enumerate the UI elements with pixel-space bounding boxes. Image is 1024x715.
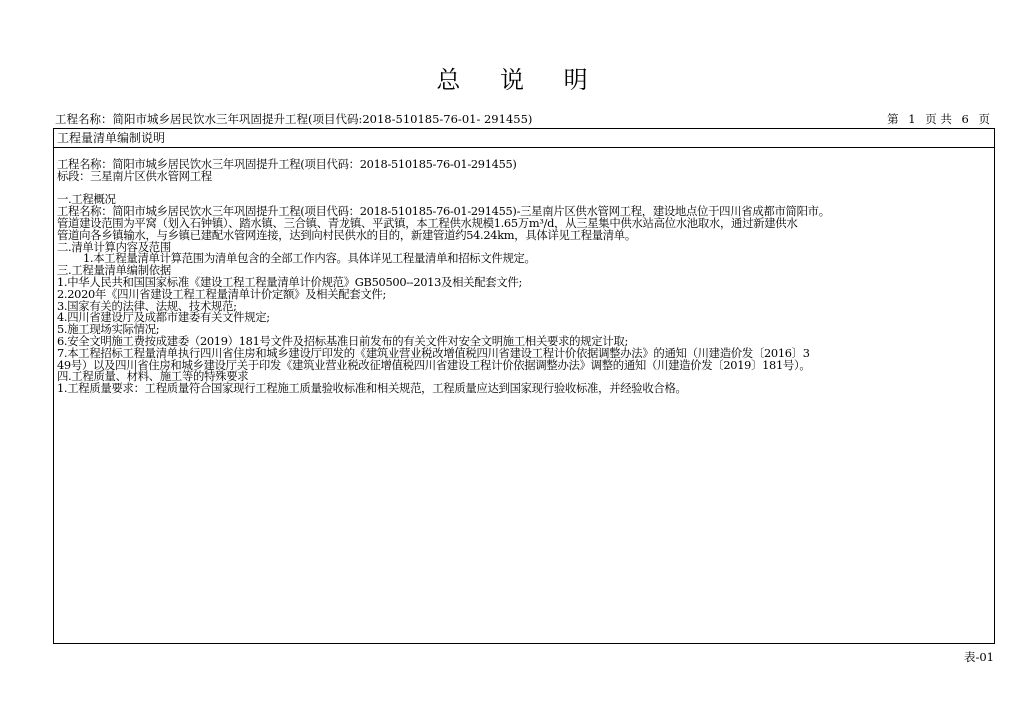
section-3-title: 三.工程量清单编制依据 — [57, 263, 171, 278]
content-body — [57, 159, 993, 395]
form-code: 表-01 — [963, 650, 994, 664]
section-2-title: 二.清单计算内容及范围 — [57, 239, 171, 254]
section-2-line-1: 1.本工程量清单计算范围为清单包含的全部工作内容。具体详见工程量清单和招标文件规定。 — [83, 251, 536, 266]
section-4-title: 四.工程质量、材料、施工等的特殊要求 — [57, 369, 249, 384]
section-1-line-3: 管道向各乡镇输水，与乡镇已建配水管网连接，达到向村民供水的目的，新建管道约54.24km，具体详见工程量清单。 — [57, 227, 636, 242]
section-1-title: 一.工程概况 — [57, 192, 116, 207]
section-3-item-2: 2.2020年《四川省建设工程工程量清单计价定额》及相关配套文件; — [57, 286, 387, 301]
section-1-line-1: 工程名称：简阳市城乡居民饮水三年巩固提升工程(项目代码：2018-510185-76-01-291455)-三星南片区供水管网工程，建设地点位于四川省成都市简阳市。 — [57, 204, 830, 219]
body-project-name: 工程名称：简阳市城乡居民饮水三年巩固提升工程(项目代码：2018-510185-76-01-291455) — [57, 157, 517, 171]
document-header — [55, 111, 995, 127]
page-suffix: 页 — [978, 112, 990, 126]
section-3-item-1: 1.中华人民共和国国家标准《建设工程工程量清单计价规范》GB50500--2013及相关配套文件; — [57, 274, 522, 289]
blank-line — [57, 183, 993, 195]
page-prefix: 第 — [887, 112, 899, 126]
section-3-item-5: 5.施工现场实际情况; — [57, 322, 160, 337]
section-3-item-6: 6.安全文明施工费按成建委（2019）181号文件及招标基准日前发布的有关文件对安全文明施工相关要求的规定计取; — [57, 333, 628, 348]
page-mid: 页 共 — [925, 112, 952, 126]
section-3-item-7-line-1: 7.本工程招标工程量清单执行四川省住房和城乡建设厅印发的《建筑业营业税改增值税四川省建设工程计价依据调整办法》的通知（川建造价发〔2016〕3 — [57, 345, 810, 360]
page-title: 总 说 明 — [436, 66, 604, 94]
section-3-item-7-line-2: 49号）以及四川省住房和城乡建设厅关于印发《建筑业营业税改征增值税四川省建设工程计价依据调整办法》调整的通知（川建造价发〔2019〕181号）。 — [57, 357, 811, 372]
section-heading: 工程量清单编制说明 — [54, 129, 994, 148]
page-total: 6 — [961, 112, 969, 126]
page-current: 1 — [908, 112, 916, 126]
body-lot: 标段：三星南片区供水管网工程 — [57, 168, 212, 183]
project-name-label: 工程名称：简阳市城乡居民饮水三年巩固提升工程(项目代码:2018-510185-76-01- 291455) — [55, 112, 533, 126]
section-1-line-2: 管道建设范围为平窝（划入石钟镇）、踏水镇、三合镇、青龙镇、平武镇，本工程供水规模1.65万m³/d，从三星集中供水站高位水池取水，通过新建供水 — [57, 215, 798, 230]
section-3-item-3: 3.国家有关的法律、法规、技术规范; — [57, 298, 237, 313]
page-indicator — [884, 111, 993, 127]
content-box — [53, 128, 995, 644]
section-3-item-4: 4.四川省建设厅及成都市建委有关文件规定; — [57, 310, 270, 325]
section-4-item-1: 1.工程质量要求：工程质量符合国家现行工程施工质量验收标准和相关规范，工程质量应达到国家现行验收标准，并经验收合格。 — [57, 381, 687, 396]
